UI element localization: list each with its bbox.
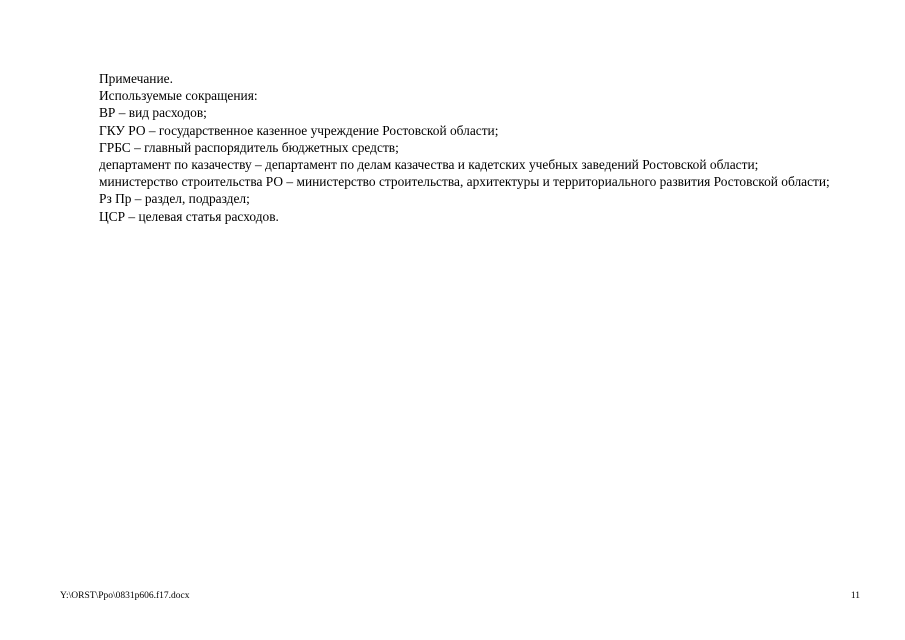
page-number: 11	[850, 591, 860, 601]
note-section	[60, 70, 860, 225]
abbreviation-item: департамент по казачеству – департамент по делам казачества и кадетских учебных заведений Ростовской области;	[99, 157, 759, 173]
note-heading: Примечание.	[99, 71, 173, 86]
page-footer	[60, 589, 860, 603]
abbreviations-heading: Используемые сокращения:	[99, 88, 258, 104]
footer-file-path: Y:\ORST\Ppo\0831p606.f17.docx	[60, 591, 190, 601]
abbreviation-item: ГКУ РО – государственное казенное учреждение Ростовской области;	[99, 122, 499, 138]
abbreviation-item: Рз Пр – раздел, подраздел;	[99, 191, 250, 207]
abbreviation-item: ВР – вид расходов;	[99, 105, 207, 121]
abbreviation-item: ГРБС – главный распорядитель бюджетных средств;	[99, 139, 399, 155]
abbreviation-item: ЦСР – целевая статья расходов.	[99, 208, 279, 224]
abbreviation-item: министерство строительства РО – министерство строительства, архитектуры и территориального развития Ростовской области;	[99, 174, 830, 190]
